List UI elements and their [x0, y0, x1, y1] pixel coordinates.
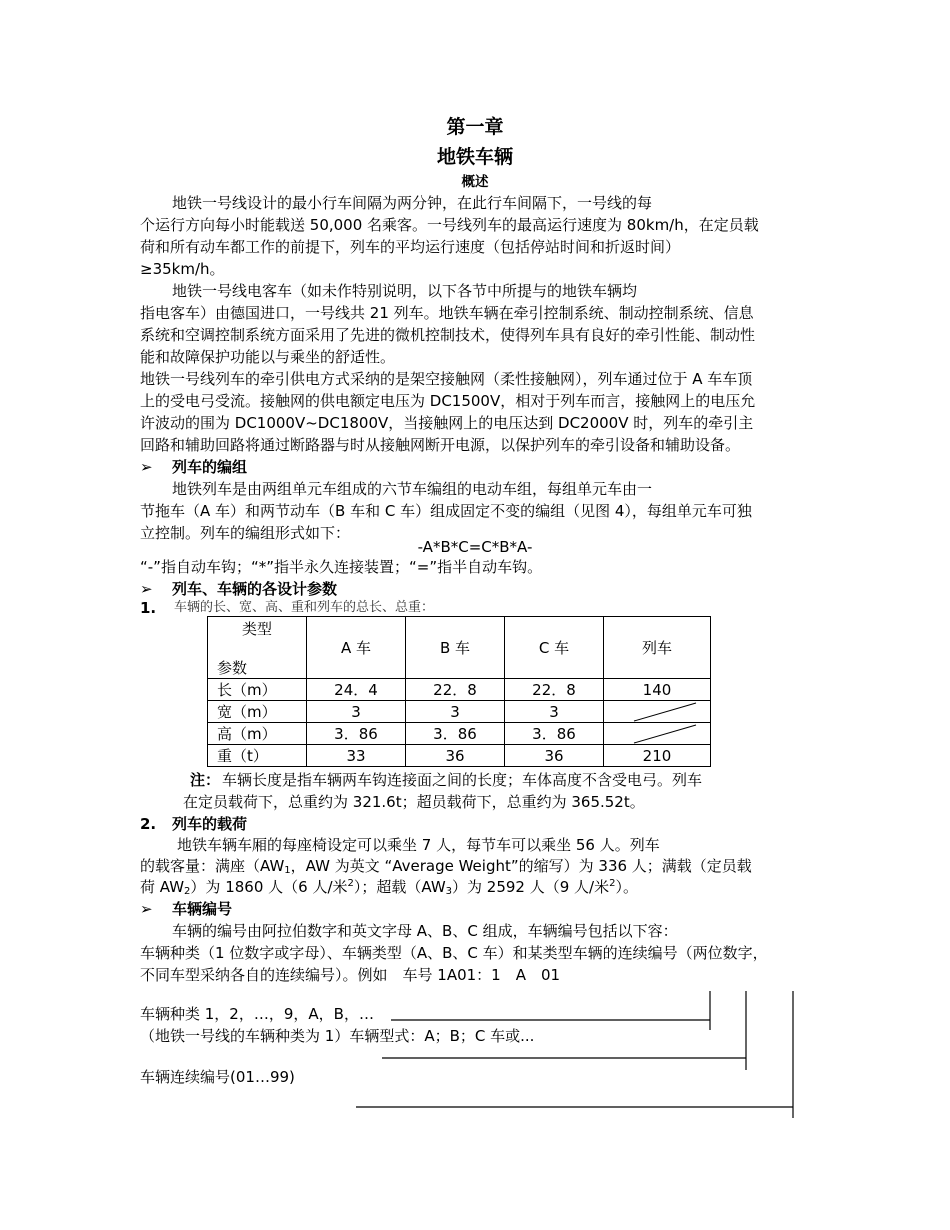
table-cell: 3 [307, 701, 406, 723]
table-cell: 3．86 [505, 723, 604, 745]
subscript: 3 [445, 886, 453, 897]
vehicle-kind-label: 车辆种类 1，2，…，9，A，B，… [140, 1005, 374, 1023]
p1-line: 荷和所有动车都工作的前提下，列车的平均运行速度（包括停站时间和折返时间） [140, 238, 681, 256]
column-header: C 车 [505, 617, 604, 679]
section-heading-numbering: 车辆编号 [172, 900, 233, 918]
s1-line: 立控制。列车的编组形式如下： [140, 524, 351, 542]
table-cell: 22．8 [505, 679, 604, 701]
note-label: 注： [190, 771, 221, 789]
numbering-line: 车辆种类（1 位数字或字母）、车辆类型（A、B、C 车）和某类型车辆的连续编号（两位数字， [140, 944, 768, 962]
overview-heading: 概述 [461, 174, 489, 190]
note-line: 在定员载荷下，总重约为 321.6t；超员载荷下，总重约为 365.52t。 [183, 793, 645, 811]
table-cell: 24．4 [307, 679, 406, 701]
section-heading-load: 列车的载荷 [172, 815, 248, 833]
table-cell: 3．86 [307, 723, 406, 745]
table-cell: 22．8 [406, 679, 505, 701]
chapter-title: 第一章 [446, 116, 504, 138]
p1-line: ≥35km/h。 [140, 260, 225, 278]
bullet-icon: ➢ [140, 458, 153, 476]
row-label: 宽（m） [208, 701, 307, 723]
table-cell: 3．86 [406, 723, 505, 745]
item-text: 车辆的长、宽、高、重和列车的总长、总重： [174, 600, 435, 615]
numbering-line: 不同车型采纳各自的连续编号）。例如 车号 1A01：1 A 01 [140, 966, 561, 984]
row-label: 长（m） [208, 679, 307, 701]
p3-line: 地铁一号线列车的牵引供电方式采纳的是架空接触网（柔性接触网），列车通过位于 A 车车顶 [140, 370, 753, 388]
superscript: 2 [347, 878, 354, 889]
bullet-icon: ➢ [140, 580, 153, 598]
table-cell: 36 [406, 745, 505, 767]
p1-line: 地铁一号线设计的最小行车间隔为两分钟，在此行车间隔下，一号线的每 [172, 194, 653, 212]
section-heading-parameters: 列车、车辆的各设计参数 [172, 580, 338, 598]
table-cell: 140 [604, 679, 711, 701]
p1-line: 个运行方向每小时能载送 50,000 名乘客。一号线列车的最高运行速度为 80km/h，在定员载 [140, 216, 759, 234]
column-header: A 车 [307, 617, 406, 679]
p2-line: 指电客车）由德国进口，一号线共 21 列车。地铁车辆在牵引控制系统、制动控制系统、信息 [140, 304, 754, 322]
serial-number-label: 车辆连续编号(01…99) [140, 1068, 295, 1086]
corner-param-label: 参数 [217, 659, 248, 677]
item-number: 1. [140, 599, 157, 617]
load-text: ，AW 为英文 “Average Weight”的缩写）为 336 人；满载（定员载 [290, 857, 752, 875]
table-cell: 3 [505, 701, 604, 723]
bullet-icon: ➢ [140, 900, 153, 918]
load-text: ）为 2592 人（9 人/米 [452, 878, 610, 896]
table-cell: 33 [307, 745, 406, 767]
vehicle-type-label: （地铁一号线的车辆种类为 1）车辆型式：A；B；C 车或... [140, 1027, 535, 1045]
row-label: 重（t） [208, 745, 307, 767]
p2-line: 地铁一号线电客车（如未作特别说明，以下各节中所提与的地铁车辆均 [172, 282, 638, 300]
table-cell: 210 [604, 745, 711, 767]
note-line: 车辆长度是指车辆两车钩连接面之间的长度；车体高度不含受电弓。列车 [222, 771, 703, 789]
numbering-line: 车辆的编号由阿拉伯数字和英文字母 A、B、C 组成，车辆编号包括以下容： [172, 922, 678, 940]
load-line: 地铁车辆车厢的每座椅设定可以乘坐 7 人，每节车可以乘坐 56 人。列车 [177, 836, 660, 854]
row-label: 高（m） [208, 723, 307, 745]
section-heading-formation: 列车的编组 [172, 458, 248, 476]
load-text: 荷 AW [140, 878, 185, 896]
coupler-legend: “-”指自动车钩；“*”指半永久连接装置；“=”指半自动车钩。 [140, 558, 543, 576]
subscript: 1 [284, 865, 291, 876]
formation-formula: -A*B*C=C*B*A- [417, 538, 533, 556]
column-header: B 车 [406, 617, 505, 679]
p3-line: 上的受电弓受流。接触网的供电额定电压为 DC1500V，相对于列车而言，接触网上的电压允 [140, 392, 756, 410]
load-text: ）为 1860 人（6 人/米 [190, 878, 348, 896]
p3-line: 许波动的围为 DC1000V~DC1800V，当接触网上的电压达到 DC2000V 时，列车的牵引主 [140, 414, 754, 432]
load-text: 的载客量：满座（AW [140, 857, 285, 875]
item-number: 2. [140, 815, 157, 833]
s1-line: 节拖车（A 车）和两节动车（B 车和 C 车）组成固定不变的编组（见图 4），每组单元车可独 [140, 502, 752, 520]
page-title: 地铁车辆 [436, 146, 513, 168]
subscript: 2 [184, 886, 191, 897]
table-cell: 3 [406, 701, 505, 723]
table-cell: 36 [505, 745, 604, 767]
p2-line: 能和故障保护功能以与乘坐的舒适性。 [140, 348, 396, 366]
load-text: ）；超载（AW [353, 878, 446, 896]
p2-line: 系统和空调控制系统方面采用了先进的微机控制技术，使得列车具有良好的牵引性能、制动性 [140, 326, 756, 344]
superscript: 2 [609, 878, 616, 889]
s1-line: 地铁列车是由两组单元车组成的六节车编组的电动车组，每组单元车由一 [172, 480, 653, 498]
column-header: 列车 [604, 617, 711, 679]
corner-type-label: 类型 [242, 620, 273, 638]
load-text: ）。 [615, 878, 638, 896]
p3-line: 回路和辅助回路将通过断路器与时从接触网断开电源，以保护列车的牵引设备和辅助设备。 [140, 436, 741, 454]
